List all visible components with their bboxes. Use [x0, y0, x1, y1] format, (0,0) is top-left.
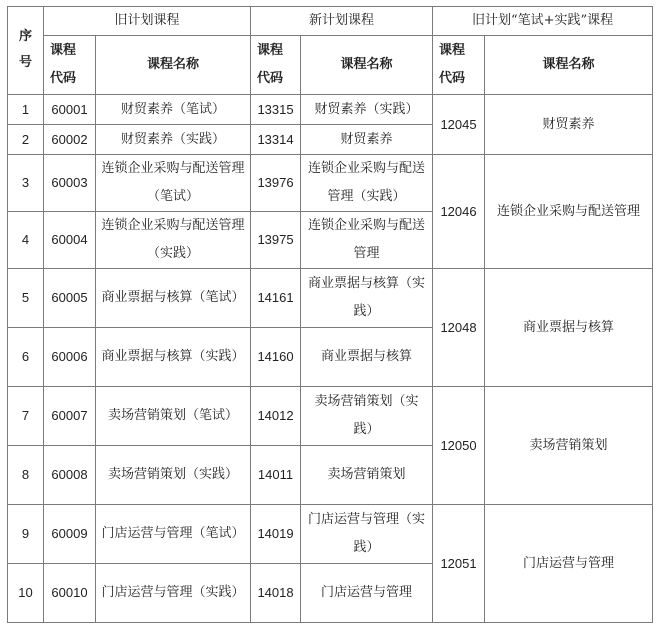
new-code-header: 课程代码 [251, 36, 301, 95]
seq-cell: 2 [8, 125, 44, 155]
seq-cell: 4 [8, 212, 44, 269]
old-code-cell: 60010 [44, 564, 96, 623]
new-code-cell: 14018 [251, 564, 301, 623]
combined-code-header: 课程代码 [433, 36, 485, 95]
header-row-1 [8, 7, 653, 36]
combined-name-cell: 财贸素养 [485, 95, 653, 155]
combined-name-header: 课程名称 [485, 36, 653, 95]
old-name-cell: 财贸素养（笔试） [96, 95, 251, 125]
combined-code-cell: 12050 [433, 387, 485, 505]
old-code-header: 课程代码 [44, 36, 96, 95]
old-name-cell: 连锁企业采购与配送管理（实践） [96, 212, 251, 269]
seq-cell: 3 [8, 155, 44, 212]
old-name-cell: 卖场营销策划（实践） [96, 446, 251, 505]
new-code-cell: 13314 [251, 125, 301, 155]
new-code-cell: 14161 [251, 269, 301, 328]
header-row-2 [8, 36, 653, 95]
old-name-cell: 商业票据与核算（笔试） [96, 269, 251, 328]
seq-cell: 5 [8, 269, 44, 328]
old-code-cell: 60001 [44, 95, 96, 125]
table-row [8, 95, 653, 125]
new-code-cell: 14012 [251, 387, 301, 446]
new-name-cell: 连锁企业采购与配送管理（实践） [301, 155, 433, 212]
old-code-cell: 60007 [44, 387, 96, 446]
new-name-cell: 门店运营与管理 [301, 564, 433, 623]
old-code-cell: 60005 [44, 269, 96, 328]
new-name-cell: 连锁企业采购与配送管理 [301, 212, 433, 269]
new-name-cell: 商业票据与核算 [301, 328, 433, 387]
old-name-cell: 连锁企业采购与配送管理（笔试） [96, 155, 251, 212]
seq-cell: 7 [8, 387, 44, 446]
combined-code-cell: 12051 [433, 505, 485, 623]
table-row [8, 387, 653, 446]
new-code-cell: 14019 [251, 505, 301, 564]
old-code-cell: 60006 [44, 328, 96, 387]
table-row [8, 505, 653, 564]
old-code-cell: 60009 [44, 505, 96, 564]
old-name-cell: 财贸素养（实践） [96, 125, 251, 155]
combined-code-cell: 12048 [433, 269, 485, 387]
combined-name-cell: 门店运营与管理 [485, 505, 653, 623]
table-row [8, 155, 653, 212]
old-plan-header: 旧计划课程 [44, 7, 251, 36]
new-plan-header: 新计划课程 [251, 7, 433, 36]
new-code-cell: 13976 [251, 155, 301, 212]
new-name-cell: 财贸素养 [301, 125, 433, 155]
combined-code-cell: 12045 [433, 95, 485, 155]
course-mapping-table [7, 6, 653, 623]
seq-cell: 8 [8, 446, 44, 505]
new-name-cell: 财贸素养（实践） [301, 95, 433, 125]
old-code-cell: 60004 [44, 212, 96, 269]
combined-name-cell: 商业票据与核算 [485, 269, 653, 387]
new-name-cell: 卖场营销策划（实践） [301, 387, 433, 446]
old-code-cell: 60003 [44, 155, 96, 212]
seq-cell: 10 [8, 564, 44, 623]
old-name-cell: 门店运营与管理（实践） [96, 564, 251, 623]
new-name-header: 课程名称 [301, 36, 433, 95]
old-name-cell: 门店运营与管理（笔试） [96, 505, 251, 564]
seq-cell: 1 [8, 95, 44, 125]
new-code-cell: 13975 [251, 212, 301, 269]
new-name-cell: 卖场营销策划 [301, 446, 433, 505]
combined-name-cell: 连锁企业采购与配送管理 [485, 155, 653, 269]
table-row [8, 269, 653, 328]
old-code-cell: 60002 [44, 125, 96, 155]
seq-cell: 6 [8, 328, 44, 387]
seq-cell: 9 [8, 505, 44, 564]
old-code-cell: 60008 [44, 446, 96, 505]
old-combined-header: 旧计划“笔试+实践”课程 [433, 7, 653, 36]
old-name-cell: 卖场营销策划（笔试） [96, 387, 251, 446]
new-code-cell: 13315 [251, 95, 301, 125]
old-name-cell: 商业票据与核算（实践） [96, 328, 251, 387]
old-name-header: 课程名称 [96, 36, 251, 95]
combined-code-cell: 12046 [433, 155, 485, 269]
new-name-cell: 商业票据与核算（实践） [301, 269, 433, 328]
seq-header: 序号 [8, 7, 44, 95]
combined-name-cell: 卖场营销策划 [485, 387, 653, 505]
new-code-cell: 14160 [251, 328, 301, 387]
new-code-cell: 14011 [251, 446, 301, 505]
new-name-cell: 门店运营与管理（实践） [301, 505, 433, 564]
